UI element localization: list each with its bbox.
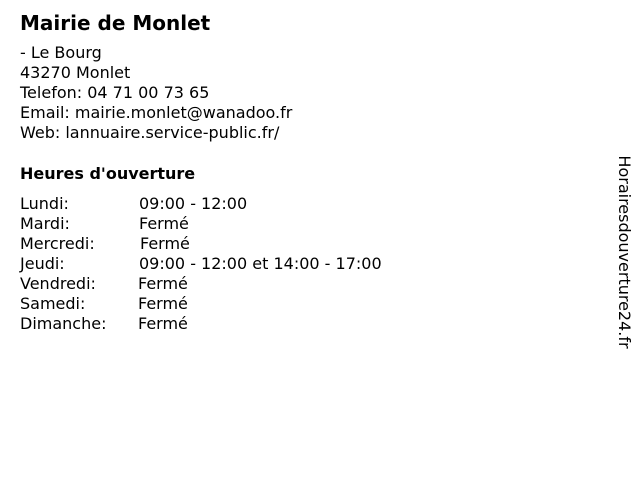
time-value: Fermé <box>138 294 188 313</box>
site-watermark: Horairesdouverture24.fr <box>615 155 634 349</box>
time-value: Fermé <box>138 314 188 333</box>
day-label: Dimanche: <box>20 314 107 333</box>
day-label: Lundi: <box>20 194 69 213</box>
time-value: Fermé <box>139 214 189 233</box>
day-label: Mercredi: <box>20 234 95 253</box>
postal-city: 43270 Monlet <box>20 63 131 82</box>
day-label: Samedi: <box>20 294 86 313</box>
email-address: Email: mairie.monlet@wanadoo.fr <box>20 103 293 122</box>
time-value: Fermé <box>140 234 190 253</box>
time-value: 09:00 - 12:00 et 14:00 - 17:00 <box>139 254 382 273</box>
website: Web: lannuaire.service-public.fr/ <box>20 123 280 142</box>
day-label: Jeudi: <box>20 254 65 273</box>
address-block <box>20 43 292 143</box>
opening-hours-heading: Heures d'ouverture <box>20 164 196 183</box>
time-value: Fermé <box>138 274 188 293</box>
page-title: Mairie de Monlet <box>20 11 211 35</box>
time-value: 09:00 - 12:00 <box>139 194 248 213</box>
day-label: Vendredi: <box>20 274 96 293</box>
street-address: - Le Bourg <box>20 43 102 62</box>
phone-number: Telefon: 04 71 00 73 65 <box>20 83 210 102</box>
day-label: Mardi: <box>20 214 70 233</box>
